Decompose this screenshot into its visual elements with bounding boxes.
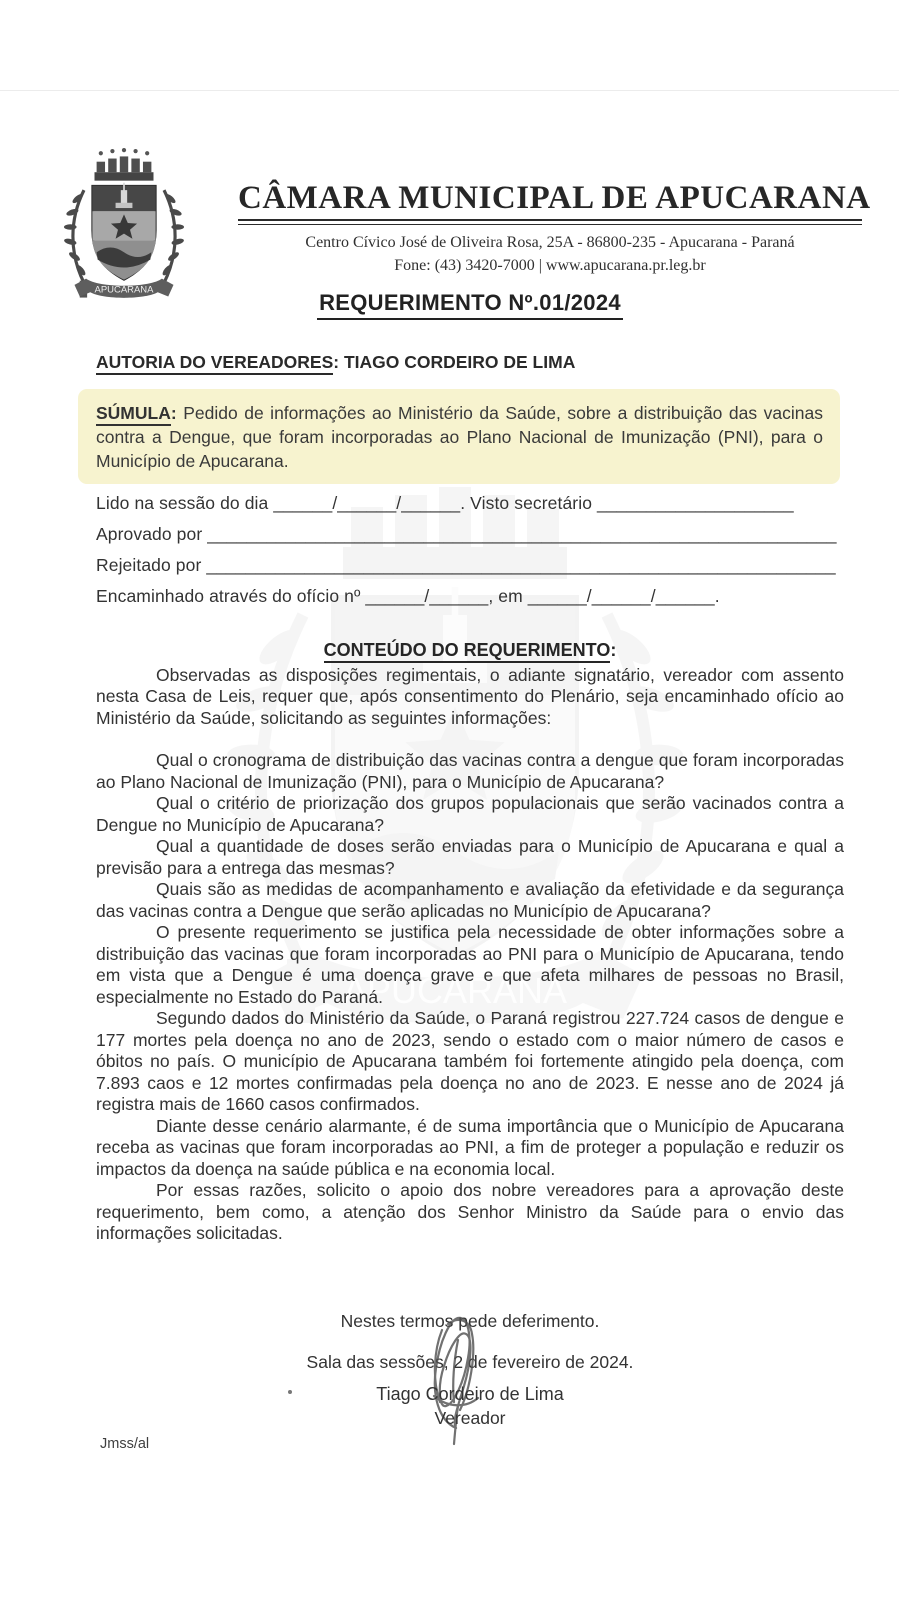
document-title-wrap bbox=[96, 290, 844, 320]
body-paragraph-statistics: Segundo dados do Ministério da Saúde, o Paraná registrou 227.724 casos de dengue e 177 mortes pela doença no ano de 2023, sendo o estado com o maior número de casos e óbitos no país. O município de Apucarana também foi fortemente atingido pela doença, com 7.893 caos e 12 mortes confirmadas pela doença no ano de 2023. E nesse ano de 2024 já registra mais de 1660 casos confirmados. bbox=[96, 1008, 844, 1114]
session-form-block bbox=[96, 492, 844, 616]
content-heading bbox=[96, 640, 844, 662]
letterhead bbox=[238, 180, 871, 275]
letterhead-divider bbox=[238, 219, 862, 225]
body-paragraph-question-1: Qual o cronograma de distribuição das vacinas contra a dengue que foram incorporadas ao Plano Nacional de Imunização (PNI), para o Município de Apucarana? bbox=[96, 750, 844, 792]
authorship-colon: : bbox=[333, 352, 340, 372]
sumula-text: Pedido de informações ao Ministério da Saúde, sobre a distribuição das vacinas contra a Dengue, que foram incorporadas ao Plano Nacional de Imunização (PNI), para o Município de Apucarana. bbox=[96, 403, 823, 471]
scan-edge-line bbox=[0, 90, 899, 91]
contact-line: Fone: (43) 3420-7000 | www.apucarana.pr.leg.br bbox=[394, 257, 706, 274]
body-paragraph-preamble: Observadas as disposições regimentais, o adiante signatário, vereador com assento nesta Casa de Leis, requer que, após consentimento do Plenário, seja encaminhado ofício ao Ministério da Saúde, solicitando as seguintes informações: bbox=[96, 664, 844, 728]
form-line-approved-by: Aprovado por ________________________________________________________________ bbox=[96, 524, 837, 544]
form-line-rejected-by: Rejeitado por ________________________________________________________________ bbox=[96, 555, 836, 575]
document-title: REQUERIMENTO Nº.01/2024 bbox=[317, 290, 623, 320]
body-paragraph-question-2: Qual o critério de priorização dos grupos populacionais que serão vacinados contra a Dengue no Município de Apucarana? bbox=[96, 793, 844, 835]
sumula-colon: : bbox=[170, 403, 177, 423]
body-paragraph-question-3: Qual a quantidade de doses serão enviadas para o Município de Apucarana e qual a previsão para a entrega das mesmas? bbox=[96, 836, 844, 878]
authorship-line bbox=[96, 352, 844, 373]
signer-name: Tiago Cordeiro de Lima bbox=[376, 1384, 564, 1404]
content-heading-colon: : bbox=[610, 640, 617, 660]
deferment-line: Nestes termos pede deferimento. bbox=[340, 1311, 600, 1331]
body-paragraph-justification: O presente requerimento se justifica pela necessidade de obter informações sobre a distribuição das vacinas que foram incorporadas ao PNI para o Município de Apucarana, tendo em vista que a Dengue é uma doença grave e que afeta milhares de pessoas no Brasil, especialmente no Estado do Paraná. bbox=[96, 922, 844, 1007]
signer-role: Vereador bbox=[434, 1408, 506, 1428]
address-line: Centro Cívico José de Oliveira Rosa, 25A - 86800-235 - Apucarana - Paraná bbox=[305, 234, 795, 251]
form-line-read-in-session: Lido na sessão do dia ______/______/______. Visto secretário ____________________ bbox=[96, 493, 794, 513]
authorship-value: TIAGO CORDEIRO DE LIMA bbox=[339, 352, 576, 372]
municipal-crest-logo bbox=[50, 148, 198, 306]
body-paragraph-question-4: Quais são as medidas de acompanhamento e avaliação da efetividade e da segurança das vacinas contra a Dengue que serão aplicadas no Município de Apucarana? bbox=[96, 879, 844, 921]
organization-name: CÂMARA MUNICIPAL DE APUCARANA bbox=[238, 180, 871, 216]
body-paragraph-importance: Diante desse cenário alarmante, é de suma importância que o Município de Apucarana receba as vacinas que foram incorporadas ao PNI, a fim de proteger a população e reduzir os impactos da doença na saúde pública e na economia local. bbox=[96, 1115, 844, 1179]
form-line-forwarded-office: Encaminhado através do ofício nº ______/______, em ______/______/______. bbox=[96, 586, 720, 606]
sumula-label: SÚMULA bbox=[96, 403, 171, 426]
body-paragraph-appeal: Por essas razões, solicito o apoio dos nobre vereadores para a aprovação deste requerimento, bem como, a atenção dos Senhor Ministro da Saúde para o envio das informações solicitadas. bbox=[96, 1180, 844, 1243]
clerk-initials: Jmss/al bbox=[100, 1436, 150, 1452]
request-body bbox=[96, 640, 844, 1245]
sumula-highlight bbox=[78, 389, 840, 484]
content-heading-text: CONTEÚDO DO REQUERIMENTO bbox=[324, 640, 611, 663]
authorship-label: AUTORIA DO VEREADORES bbox=[96, 352, 333, 375]
place-date-line: Sala das sessões, 2 de fevereiro de 2024. bbox=[306, 1352, 634, 1372]
